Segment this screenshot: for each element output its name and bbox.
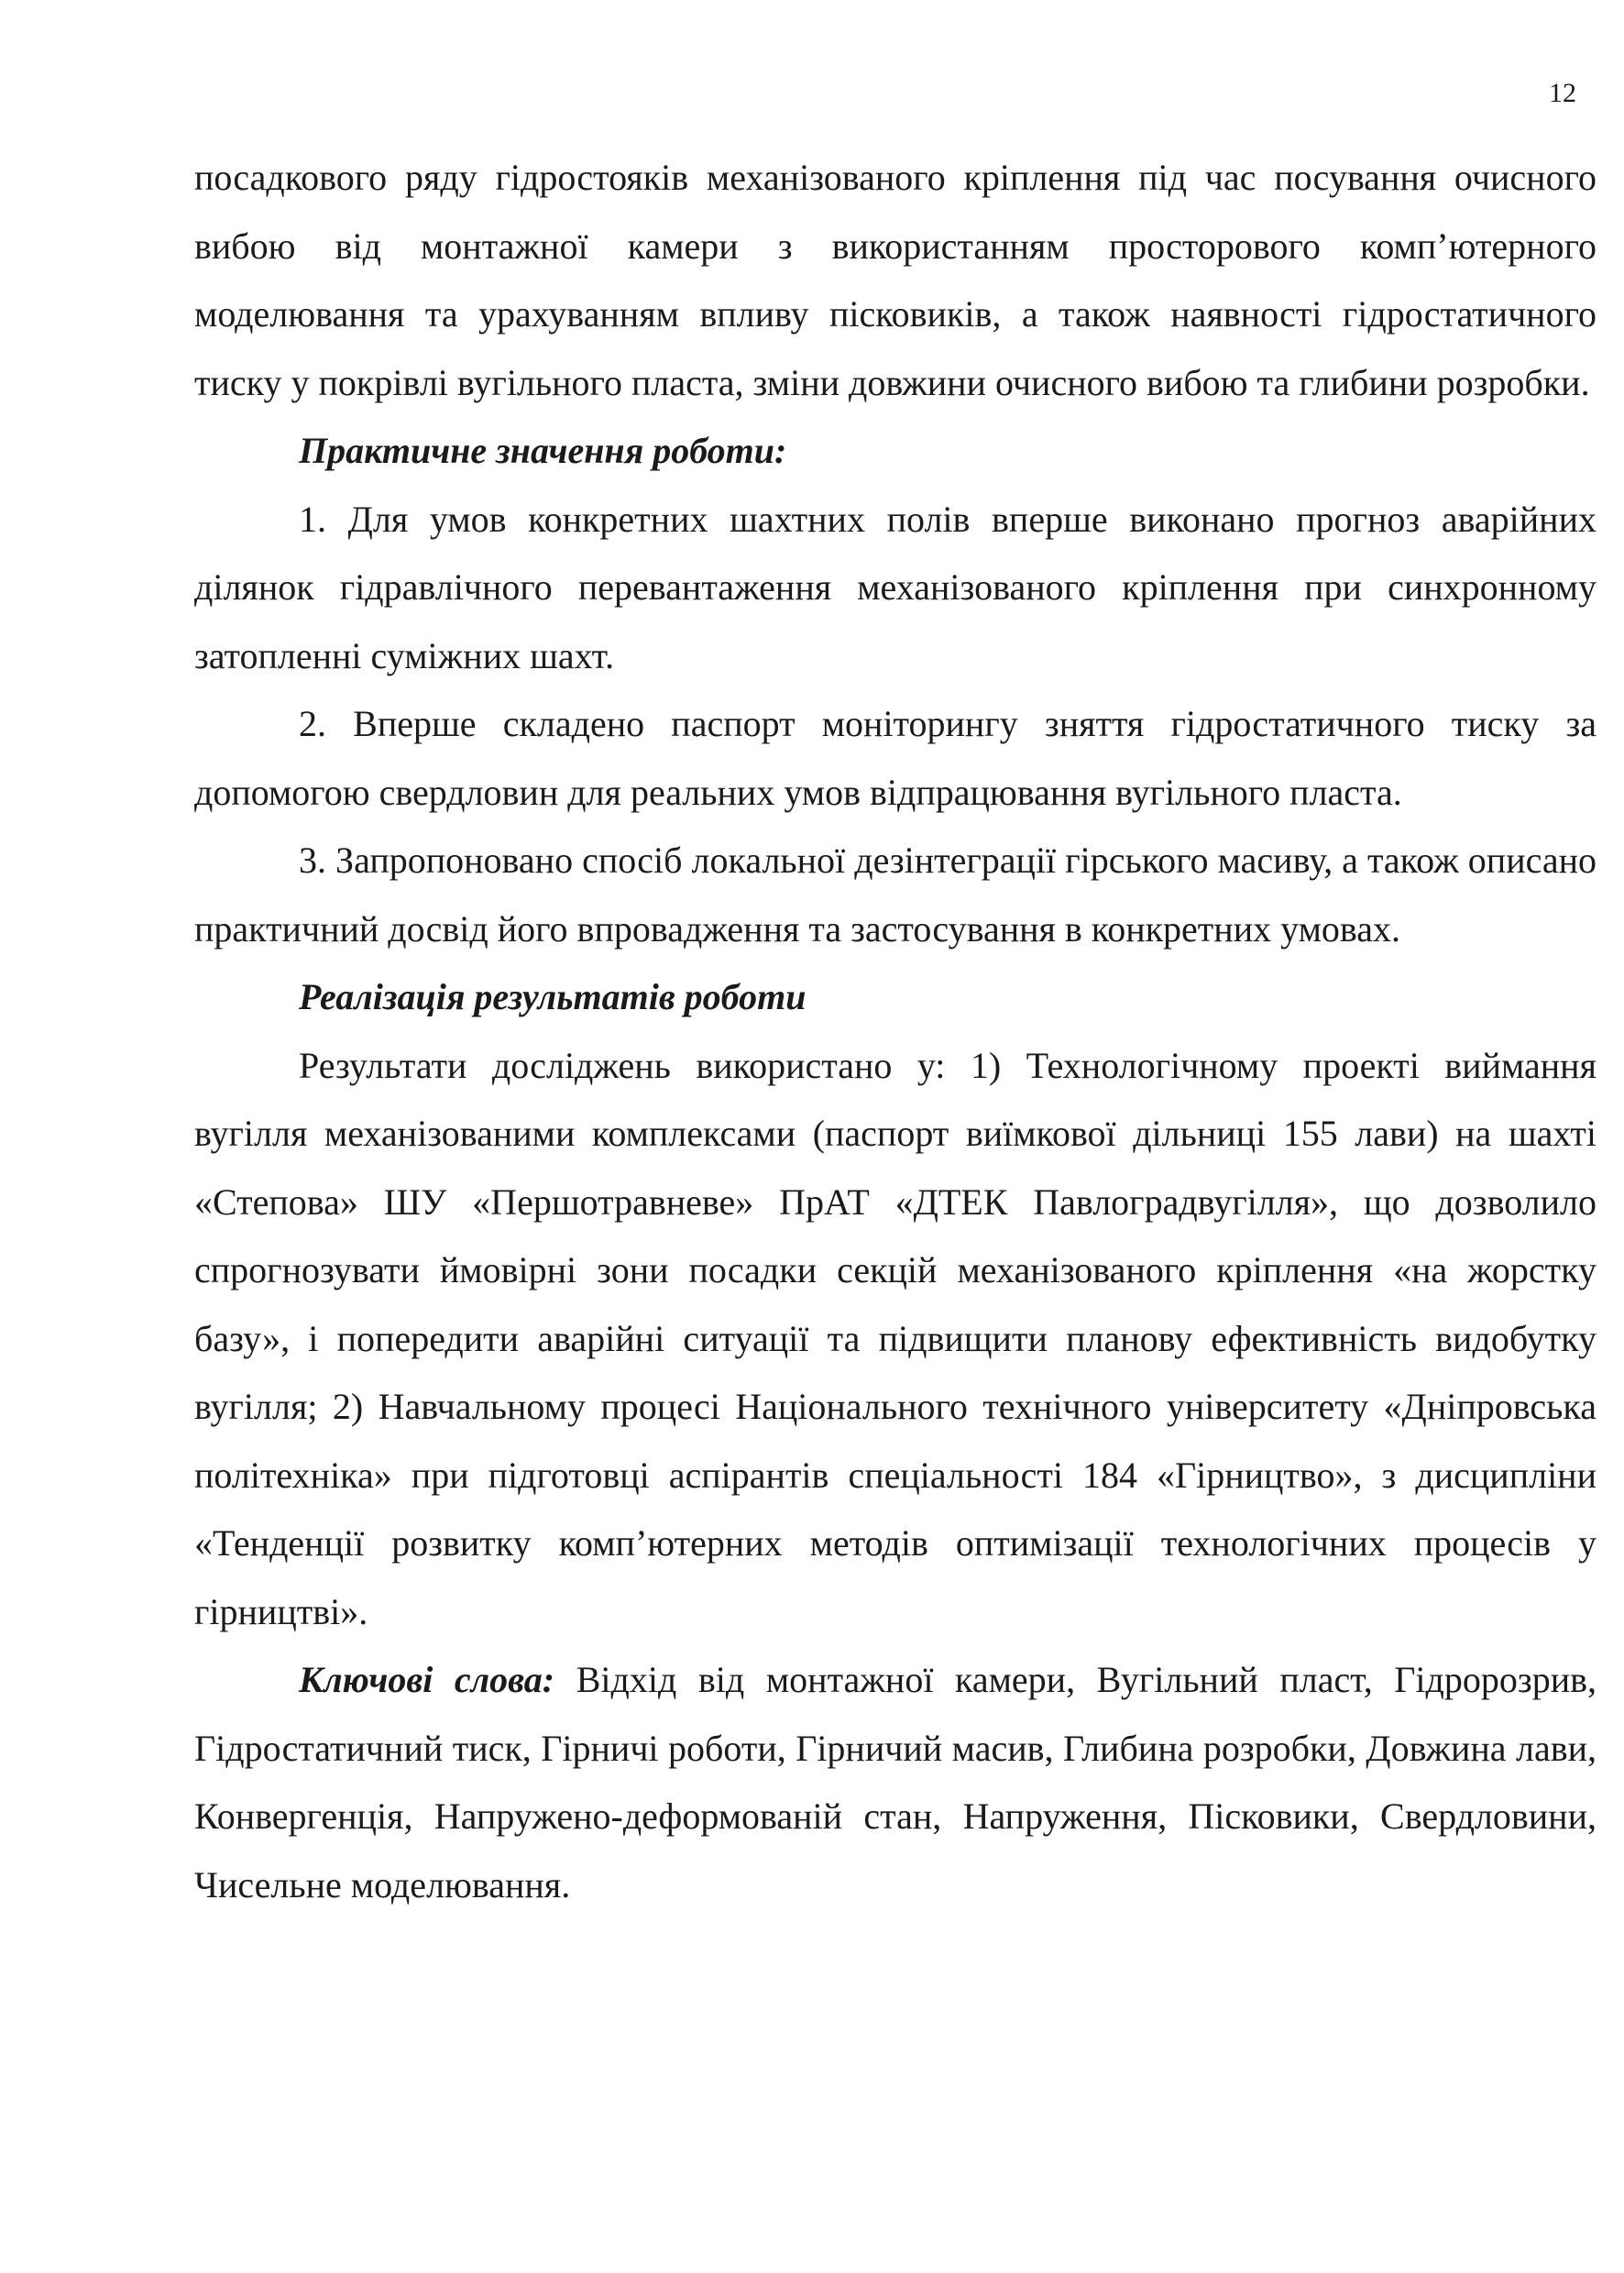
document-body <box>194 144 1597 1919</box>
paragraph-continuation: посадкового ряду гідростояків механізованого кріплення під час посування очисного вибою від монтажної камери з використанням просторового комп’ютерного моделювання та урахуванням впливу пісковиків, а також наявності гідростатичного тиску у покрівлі вугільного пласта, зміни довжини очисного вибою та глибини розробки. <box>194 157 1597 403</box>
page-number: 12 <box>1549 78 1576 108</box>
heading-practical-significance: Практичне значення роботи: <box>299 430 787 471</box>
list-item-3: 3. Запропоновано спосіб локальної дезінтеграції гірського масиву, а також описано практичний досвід його впровадження та застосування в конкретних умовах. <box>194 840 1597 950</box>
heading-realization: Реалізація результатів роботи <box>299 976 807 1017</box>
keywords-label: Ключові слова: <box>299 1659 555 1700</box>
list-item-2: 2. Вперше складено паспорт моніторингу зняття гідростатичного тиску за допомогою свердловин для реальних умов відпрацювання вугільного пласта. <box>194 703 1597 813</box>
list-item-1: 1. Для умов конкретних шахтних полів вперше виконано прогноз аварійних ділянок гідравлічного перевантаження механізованого кріплення при синхронному затопленні суміжних шахт. <box>194 498 1597 676</box>
paragraph-keywords <box>194 1646 1597 1919</box>
keywords-text: Відхід від монтажної камери, Вугільний пласт, Гідророзрив, Гідростатичний тиск, Гірничі роботи, Гірничий масив, Глибина розробки, Довжина лави, Конвергенція, Напружено-деформованій стан, Напруження, Пісковики, Свердловини, Чисельне моделювання. <box>194 1659 1597 1905</box>
paragraph-realization: Результати досліджень використано у: 1) Технологічному проекті виймання вугілля механізованими комплексами (паспорт виїмкової дільниці 155 лави) на шахті «Степова» ШУ «Першотравневе» ПрАТ «ДТЕК Павлоградвугілля», що дозволило спрогнозувати ймовірні зони посадки секцій механізованого кріплення «на жорстку базу», і попередити аварійні ситуації та підвищити планову ефективність видобутку вугілля; 2) Навчальному процесі Національного технічного університету «Дніпровська політехніка» при підготовці аспірантів спеціальності 184 «Гірництво», з дисципліни «Тенденції розвитку комп’ютерних методів оптимізації технологічних процесів у гірництві». <box>194 1044 1597 1632</box>
